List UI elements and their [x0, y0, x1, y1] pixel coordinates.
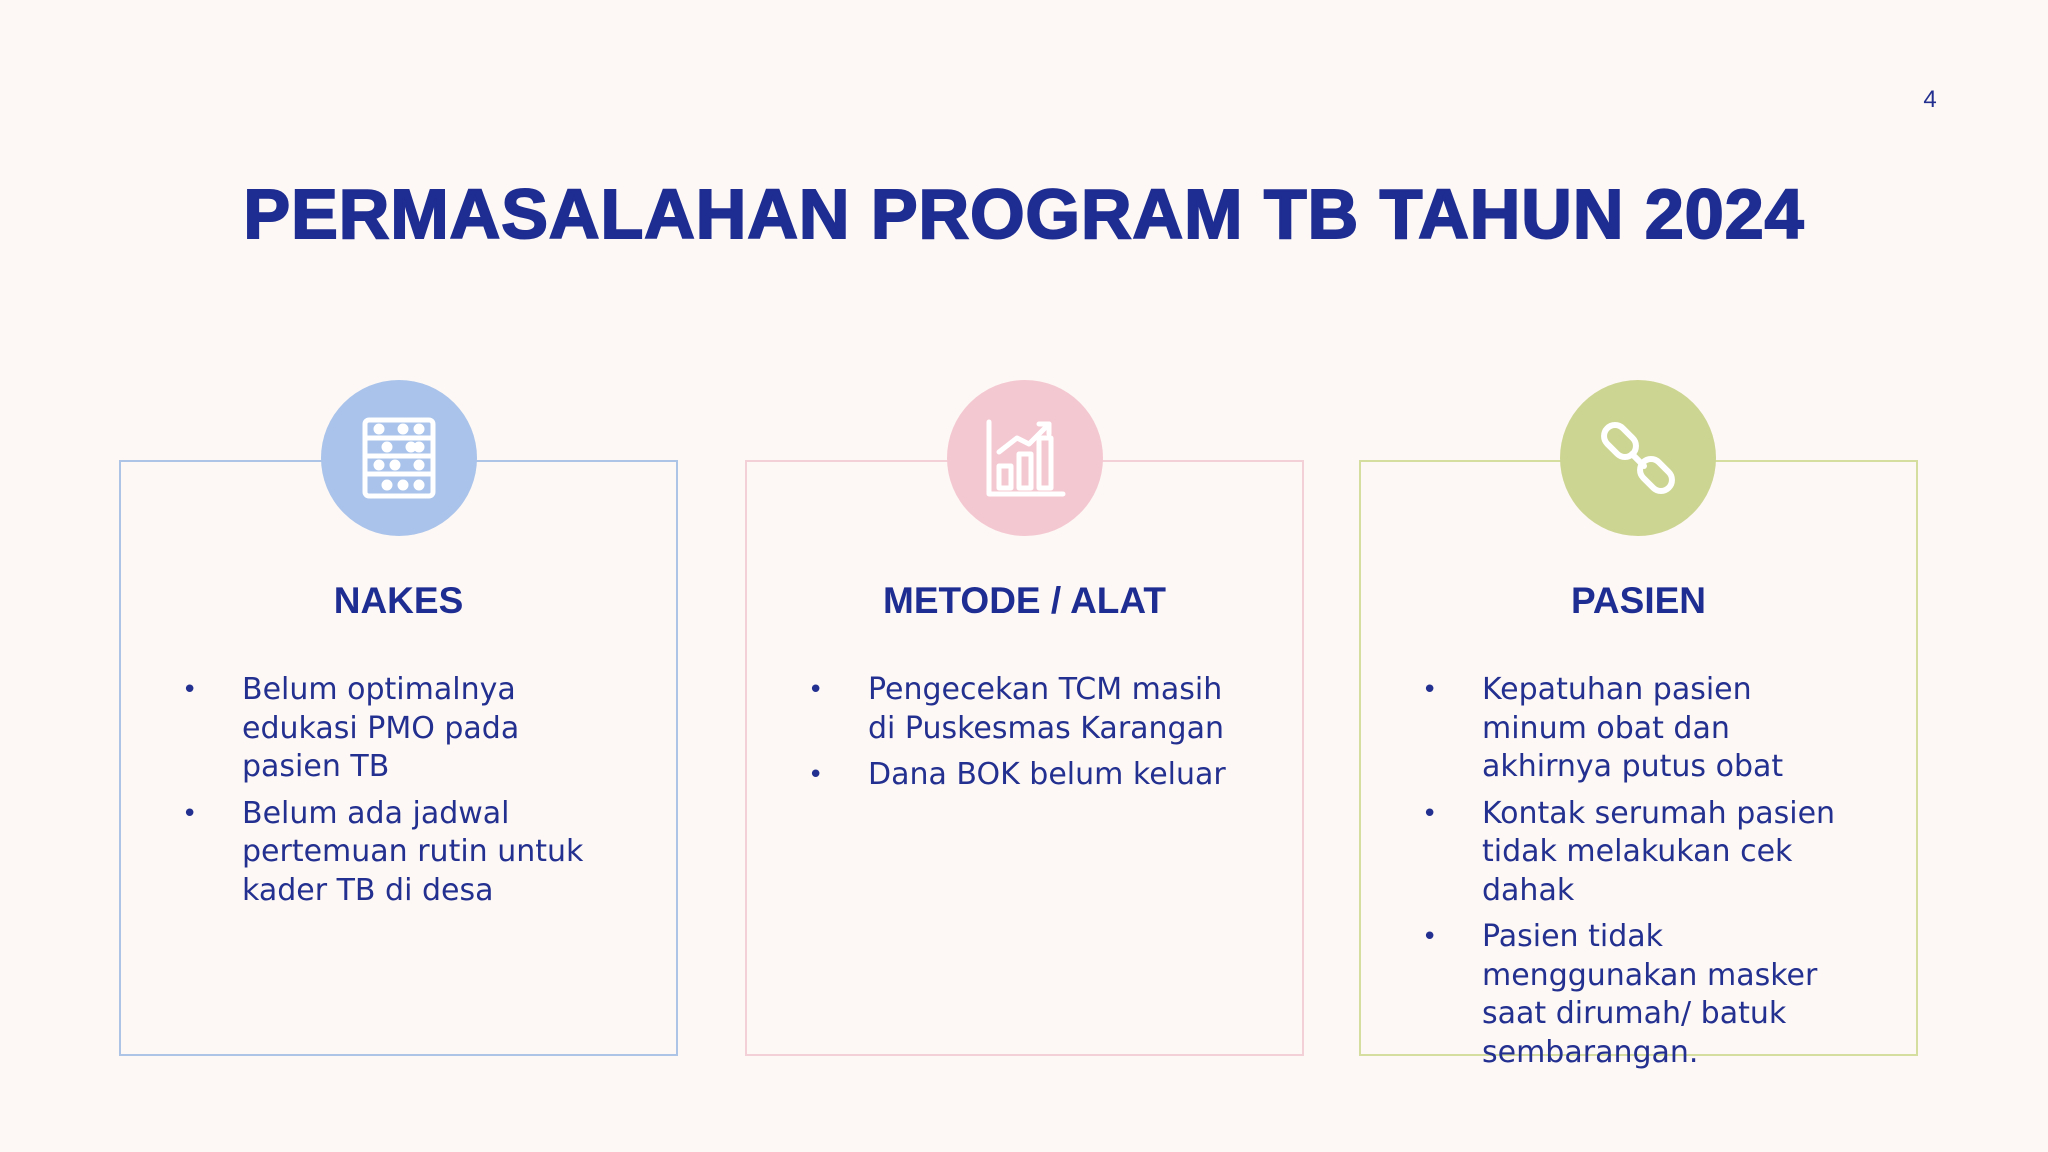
list-item: • Dana BOK belum keluar [808, 757, 1226, 792]
bullet-list-pasien [1418, 671, 1858, 1080]
list-item: • Belum ada jadwal pertemuan rutin untuk kader TB di desa [182, 795, 584, 908]
bullet-list-metode-alat [804, 671, 1244, 803]
slide-title: PERMASALAHAN PROGRAM TB TAHUN 2024 [243, 175, 1805, 253]
bullet-list-nakes [178, 671, 618, 918]
list-item: • Kontak serumah pasien tidak melakukan cek dahak [1422, 795, 1836, 908]
card-heading-metode-alat: METODE / ALAT [883, 580, 1166, 621]
page-number: 4 [1923, 86, 1937, 113]
list-item: • Pengecekan TCM masih di Puskesmas Karangan [808, 672, 1224, 746]
abacus-icon [321, 380, 477, 536]
list-item: • Belum optimalnya edukasi PMO pada pasien TB [182, 672, 520, 784]
bar-chart-icon [947, 380, 1103, 536]
card-heading-nakes: NAKES [333, 580, 464, 621]
list-item: • Pasien tidak menggunakan masker saat dirumah/ batuk sembarangan. [1422, 919, 1818, 1070]
card-heading-pasien: PASIEN [1570, 580, 1706, 621]
list-item: • Kepatuhan pasien minum obat dan akhirnya putus obat [1422, 672, 1784, 784]
chain-link-icon [1560, 380, 1716, 536]
